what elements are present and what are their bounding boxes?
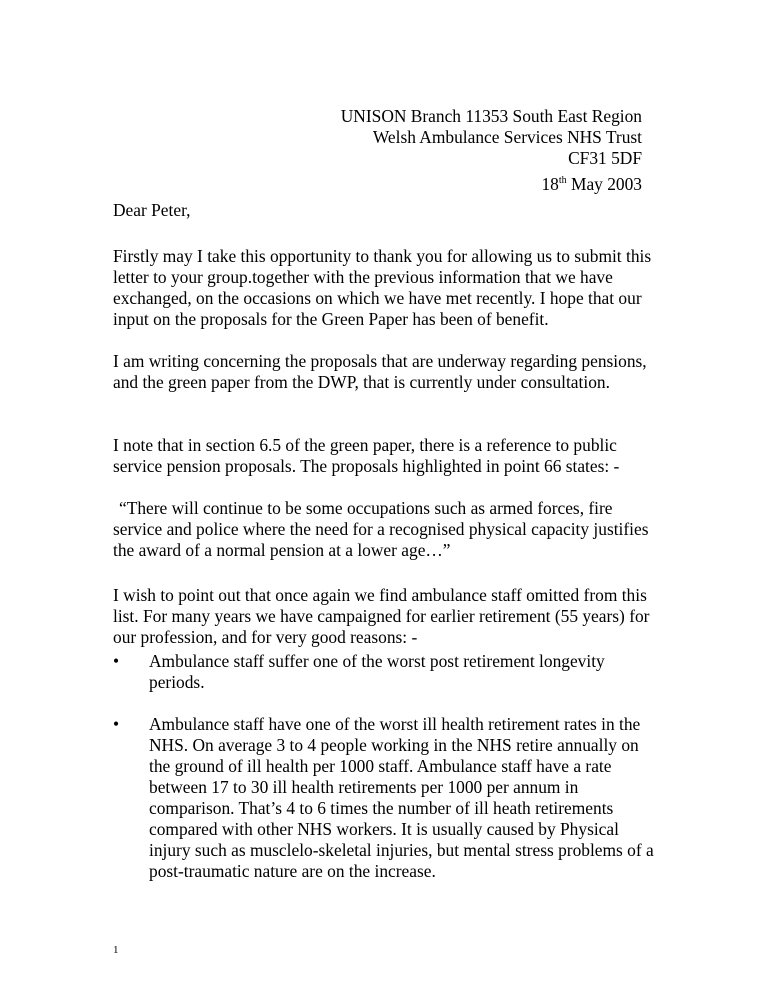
salutation: Dear Peter,	[113, 200, 191, 220]
paragraph-text: I note that in section 6.5 of the green paper, there is a reference to public service pension proposals. The proposals highlighted in point 66 states: -	[113, 435, 620, 476]
paragraph	[113, 585, 658, 648]
date-rest: May 2003	[566, 174, 642, 194]
paragraph	[113, 435, 658, 477]
date-suffix: th	[558, 175, 567, 186]
paragraph	[113, 246, 658, 330]
address-line: Welsh Ambulance Services NHS Trust	[372, 127, 642, 147]
quotation-text: “There will continue to be some occupations such as armed forces, fire service and police where the need for a recognised physical capacity justifies the award of a normal pension at a lower age…”	[113, 498, 649, 560]
list-item-text: Ambulance staff suffer one of the worst post retirement longevity periods.	[149, 651, 605, 692]
paragraph-text: Firstly may I take this opportunity to thank you for allowing us to submit this letter to your group.together with the previous information that we have exchanged, on the occasions on which we have met recently. I hope that our input on the proposals for the Green Paper has been of benefit.	[113, 246, 652, 329]
paragraph-text: I wish to point out that once again we find ambulance staff omitted from this list. For many years we have campaigned for earlier retirement (55 years) for our profession, and for very good reasons: -	[113, 585, 650, 647]
letter-date	[541, 174, 642, 195]
list-item	[113, 651, 658, 693]
paragraph	[113, 351, 658, 393]
page-number: 1	[113, 944, 119, 956]
bullet-icon: •	[113, 714, 120, 734]
quotation	[113, 498, 658, 561]
address-line: UNISON Branch 11353 South East Region	[340, 106, 642, 126]
sender-address	[341, 106, 642, 169]
list-item	[113, 714, 658, 882]
bullet-icon: •	[113, 651, 120, 671]
list-item-text: Ambulance staff have one of the worst ill health retirement rates in the NHS. On average 3 to 4 people working in the NHS retire annually on the ground of ill health per 1000 staff. Ambulance staff have a rate between 17 to 30 ill health retirements per 1000 per annum in comparison. That’s 4 to 6 times the number of ill heath retirements compared with other NHS workers. It is usually caused by Physical injury such as musclelo-skeletal injuries, but mental stress problems of a post-traumatic nature are on the increase.	[149, 714, 654, 881]
address-line: CF31 5DF	[568, 148, 642, 168]
paragraph-text: I am writing concerning the proposals that are underway regarding pensions, and the green paper from the DWP, that is currently under consultation.	[113, 351, 647, 392]
date-day: 18	[541, 174, 559, 194]
